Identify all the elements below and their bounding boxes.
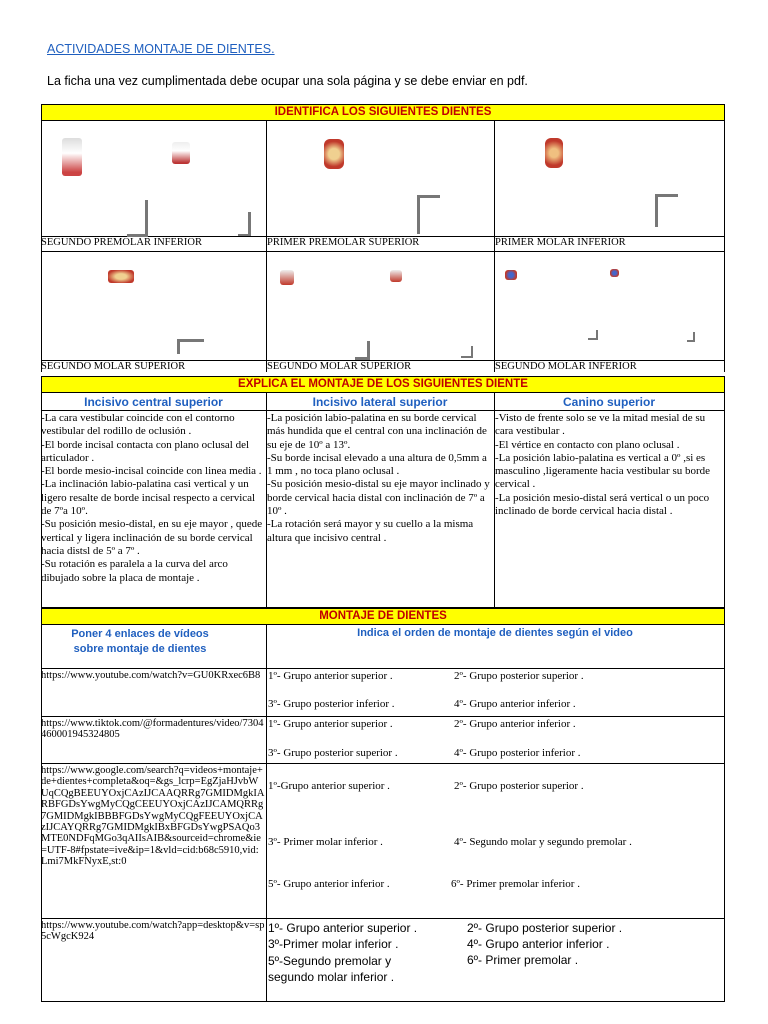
description-line: -Su posición mesio-distal su eje mayor inclinado y borde cervical hacia distal con inclinación de 7º a 10º . xyxy=(267,478,490,518)
description-canino xyxy=(495,412,724,518)
corner-mark xyxy=(417,195,440,234)
order-step: 5º- Grupo anterior inferior . xyxy=(268,878,390,890)
video-link[interactable]: https://www.youtube.com/watch?v=GU0KRxec6B8 xyxy=(41,670,261,681)
table-border xyxy=(41,918,725,919)
table-border xyxy=(41,668,725,669)
order-step: 3º- Grupo posterior superior . xyxy=(268,747,398,759)
tooth-label: PRIMER MOLAR INFERIOR xyxy=(495,237,626,248)
order-step: 4º- Segundo molar y segundo premolar . xyxy=(454,836,632,848)
order-step: 3º-Primer molar inferior . xyxy=(268,937,399,951)
corner-mark xyxy=(355,341,370,360)
tooth-image xyxy=(505,270,517,280)
table-border xyxy=(41,1001,725,1002)
table-border xyxy=(41,716,725,717)
order-step: 2º- Grupo posterior superior . xyxy=(454,780,584,792)
tooth-image xyxy=(280,270,294,285)
section2-header: EXPLICA EL MONTAJE DE LOS SIGUIENTES DIENTE xyxy=(41,376,725,393)
order-step: 4º- Grupo anterior inferior . xyxy=(454,698,576,710)
corner-mark xyxy=(655,194,678,227)
video-link[interactable]: https://www.google.com/search?q=videos+montaje+de+dientes+completa&oq=&gs_lcrp=EgZjaHJvbWUqCQgBEEUYOxjCAzIJCAAQRRg7GMIDMgkIARBFGDsYwgMyCQgCEEUYOxjCAzIJCAMQRRg7GMIDMgkIBBBFGDsYwgMyCQgFEEUYOxjCAzIJCAYQRRg7GMIDMgkIBxBFGDsYwgPSAQo3MTE0NDFqMGo3qAIIsAIB&sourceid=chrome&ie=UTF-8#fpstate=ive&ip=1&vld=cid:b68c5910,vid:Lmi7MkFNyxE,st:0 xyxy=(41,765,265,868)
corner-mark xyxy=(687,332,695,342)
tooth-image xyxy=(172,142,190,164)
section1-header: IDENTIFICA LOS SIGUIENTES DIENTES xyxy=(41,104,725,121)
page-title: ACTIVIDADES MONTAJE DE DIENTES. xyxy=(47,42,275,56)
order-step: 6º- Primer premolar . xyxy=(467,953,579,967)
description-line: -La posición labio-palatina en su borde cervical más hundida que el central con una inclinación de su eje de 10º a 13º. xyxy=(267,412,487,451)
order-step: 1º- Grupo anterior superior . xyxy=(268,921,418,935)
corner-mark xyxy=(177,339,204,354)
description-line: -Su posición mesio-distal, en su eje mayor , quede vertical y ligera inclinación de su borde cervical hacia distsl de 5º a 7º . xyxy=(41,518,263,557)
description-line: -La posición mesio-distal será vertical o un poco inclinado de borde cervical hacia distal . xyxy=(495,491,710,518)
order-step: 1º- Grupo anterior superior . xyxy=(268,718,393,730)
description-line: -La cara vestibular coincide con el contorno vestibular del rodillo de oclusión . xyxy=(41,412,235,438)
corner-mark xyxy=(238,212,251,236)
description-line: -Su borde incisal elevado a una altura de 0,5mm a 1 mm , no toca plano oclusal . xyxy=(267,451,487,478)
table-border xyxy=(266,625,267,1002)
column-title-lateral: Incisivo lateral superior xyxy=(312,395,448,409)
order-step: 2º- Grupo posterior superior . xyxy=(467,921,623,935)
table-border xyxy=(41,763,725,764)
table-border xyxy=(724,625,725,1002)
description-line: -El borde mesio-incisal coincide con linea media . xyxy=(41,465,262,478)
tooth-label: PRIMER PREMOLAR SUPERIOR xyxy=(267,237,420,248)
tooth-image xyxy=(610,269,619,277)
video-link[interactable]: https://www.youtube.com/watch?app=desktop&v=sp5cWgcK924 xyxy=(41,920,265,943)
column-title-canino: Canino superior xyxy=(562,395,655,409)
corner-mark xyxy=(461,346,473,358)
table-border xyxy=(724,121,725,372)
order-step: 3º- Primer molar inferior . xyxy=(268,836,383,848)
intro-text: La ficha una vez cumplimentada debe ocupar una sola página y se debe enviar en pdf. xyxy=(47,74,528,88)
column-title-central: Incisivo central superior xyxy=(84,395,223,409)
description-line: -Visto de frente solo se ve la mitad mesial de su cara vestibular . xyxy=(495,412,706,438)
corner-mark xyxy=(127,200,148,237)
order-header: Indica el orden de montaje de dientes según el video xyxy=(357,627,633,639)
table-border xyxy=(41,410,725,411)
table-border xyxy=(41,251,725,252)
order-step: 3º- Grupo posterior inferior . xyxy=(268,698,395,710)
table-border xyxy=(724,393,725,607)
description-central xyxy=(41,412,266,585)
order-step: 2º- Grupo anterior inferior . xyxy=(454,718,576,730)
description-line: -La rotación será mayor y su cuello a la misma altura que incisivo central . xyxy=(267,518,474,544)
order-step: 1º-Grupo anterior superior . xyxy=(268,780,390,792)
corner-mark xyxy=(588,330,598,340)
videos-header: Poner 4 enlaces de vídeos sobre montaje de dientes xyxy=(71,628,209,655)
tooth-label: SEGUNDO MOLAR SUPERIOR xyxy=(41,361,186,372)
description-line: -El vértice en contacto con plano oclusal . xyxy=(495,438,680,451)
order-step: 4º- Grupo anterior inferior . xyxy=(467,937,610,951)
order-step: 1º- Grupo anterior superior . xyxy=(268,670,393,682)
tooth-image xyxy=(62,138,82,176)
description-line: -Su rotación es paralela a la curva del arco dibujado sobre la placa de montaje . xyxy=(41,558,228,584)
description-lateral xyxy=(267,412,493,545)
order-step: 5º-Segundo premolar y segundo molar inferior . xyxy=(268,954,395,984)
description-line: -La posición labio-palatina es vertical a 0º ,si es masculino ,ligeramente hacia vestibular su borde cervical . xyxy=(495,451,711,491)
section3-header: MONTAJE DE DIENTES xyxy=(41,608,725,625)
tooth-image xyxy=(324,139,344,169)
tooth-image xyxy=(108,270,134,283)
order-step: 6º- Primer premolar inferior . xyxy=(451,878,580,890)
tooth-label: SEGUNDO MOLAR INFERIOR xyxy=(495,361,637,372)
video-link[interactable]: https://www.tiktok.com/@formadentures/video/7304460001945324805 xyxy=(41,718,264,741)
description-line: -El borde incisal contacta con plano oclusal del articulador . xyxy=(41,438,250,464)
tooth-image xyxy=(545,138,563,168)
order-step: 2º- Grupo posterior superior . xyxy=(454,670,584,682)
tooth-label: SEGUNDO PREMOLAR INFERIOR xyxy=(41,237,203,248)
order-step: 4º- Grupo posterior inferior . xyxy=(454,747,581,759)
description-line: -La inclinación labio-palatina casi vertical y un ligero resalte de borde incisal respecto a cervical de 7ºa 10º. xyxy=(41,478,256,518)
tooth-image xyxy=(390,270,402,282)
tooth-label: SEGUNDO MOLAR SUPERIOR xyxy=(267,361,412,372)
